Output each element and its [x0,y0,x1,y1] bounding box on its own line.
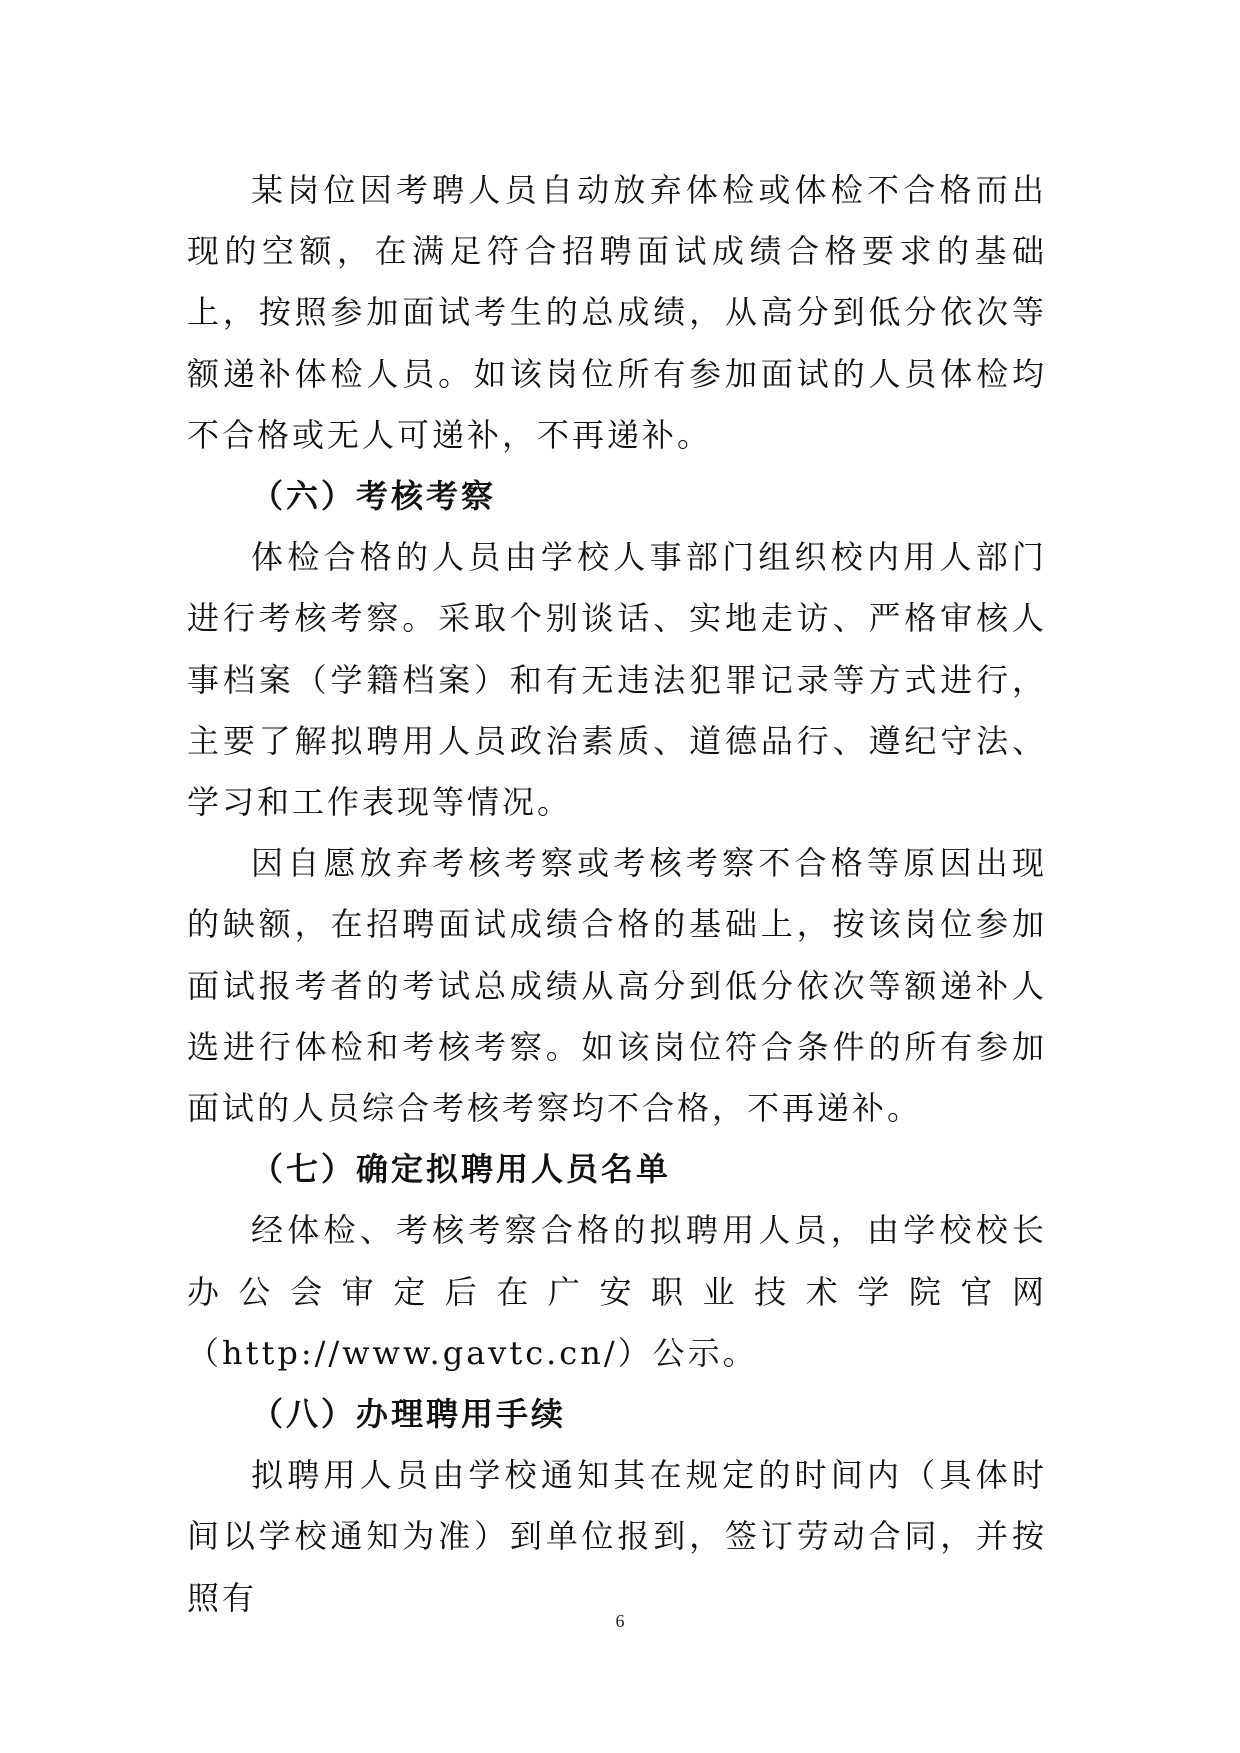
paragraph-vacancy-replacement: 某岗位因考聘人员自动放弃体检或体检不合格而出现的空额，在满足符合招聘面试成绩合格要求的基础上，按照参加面试考生的总成绩，从高分到低分依次等额递补体检人员。如该岗位所有参加面试的人员体检均不合格或无人可递补，不再递补。 [187,171,1047,454]
paragraph-candidate-list: 经体检、考核考察合格的拟聘用人员，由学校校长办公会审定后在广安职业技术学院官网 [187,1211,1047,1311]
paragraph-hiring-procedure: 拟聘用人员由学校通知其在规定的时间内（具体时间以学校通知为准）到单位报到，签订劳动合同，并按照有 [187,1456,1047,1617]
document-body [187,160,1047,1629]
paragraph-candidate-list-url: （http://www.gavtc.cn/）公示。 [187,1333,758,1372]
section-heading-hiring-procedure: （八）办理聘用手续 [251,1395,567,1434]
paragraph-assessment-replacement: 因自愿放弃考核考察或考核考察不合格等原因出现的缺额，在招聘面试成绩合格的基础上，按该岗位参加面试报考者的考试总成绩从高分到低分依次等额递补人选进行体检和考核考察。如该岗位符合条件的所有参加面试的人员综合考核考察均不合格，不再递补。 [187,844,1047,1128]
section-heading-assessment: （六）考核考察 [251,477,497,516]
paragraph-assessment-procedure: 体检合格的人员由学校人事部门组织校内用人部门进行考核考察。采取个别谈话、实地走访、严格审核人事档案（学籍档案）和有无违法犯罪记录等方式进行，主要了解拟聘用人员政治素质、道德品行、遵纪守法、学习和工作表现等情况。 [187,538,1047,822]
page-number: 6 [615,1611,625,1631]
section-heading-candidate-list: （七）确定拟聘用人员名单 [251,1150,672,1189]
